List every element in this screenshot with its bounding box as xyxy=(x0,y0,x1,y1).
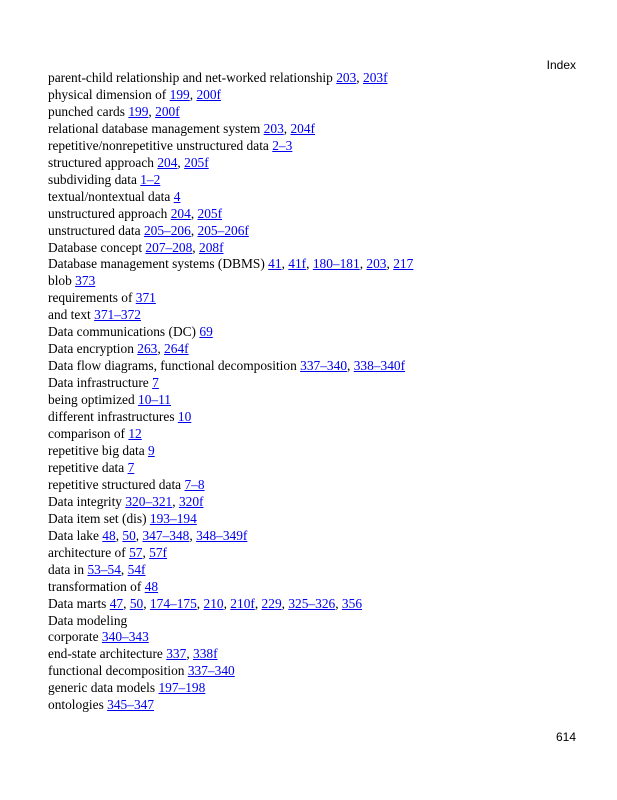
index-entry: Data marts 47, 50, 174–175, 210, 210f, 229, 325–326, 356 xyxy=(48,595,363,611)
page-reference-link[interactable]: 264f xyxy=(164,341,189,357)
page-reference-link[interactable]: 205–206 xyxy=(143,222,191,238)
index-term: being optimized xyxy=(48,392,135,408)
index-entry xyxy=(48,392,588,409)
index-term: end-state architecture xyxy=(48,646,163,662)
page-reference-link[interactable]: 217 xyxy=(393,256,414,272)
page-reference-link[interactable]: 204 xyxy=(170,205,191,221)
index-term: comparison of xyxy=(48,426,125,442)
page-reference-link[interactable]: 348–349f xyxy=(196,527,248,543)
page-reference-link[interactable]: 337–340 xyxy=(300,358,348,374)
page-reference-link[interactable]: 41 xyxy=(268,256,282,272)
index-entry xyxy=(48,680,588,697)
index-entry: relational database management system 203, 204f xyxy=(48,120,316,136)
page-reference-link[interactable]: 7–8 xyxy=(184,476,205,492)
index-entry xyxy=(48,409,588,426)
index-term: architecture of xyxy=(48,544,126,560)
page-reference-link[interactable]: 371–372 xyxy=(94,307,141,323)
index-term: corporate xyxy=(48,629,99,645)
index-term: transformation of xyxy=(48,578,142,594)
page-reference-link[interactable]: 2–3 xyxy=(272,137,293,153)
index-term: repetitive big data xyxy=(48,442,145,458)
index-term: physical dimension of xyxy=(48,86,167,102)
page-reference-link[interactable]: 207–208 xyxy=(145,239,193,255)
index-entry xyxy=(48,307,588,324)
page-reference-link[interactable]: 208f xyxy=(199,239,224,255)
index-term: parent-child relationship and net-worked relationship xyxy=(48,70,333,85)
index-entry xyxy=(48,629,588,646)
page-number: 614 xyxy=(555,730,576,744)
index-entries xyxy=(48,70,588,714)
index-term: subdividing data xyxy=(48,171,137,187)
index-term: repetitive structured data xyxy=(48,476,182,492)
page-reference-link[interactable]: 205–206f xyxy=(197,222,249,238)
page-reference-link[interactable]: 199 xyxy=(128,103,149,119)
index-entry xyxy=(48,697,588,714)
page-reference-link[interactable]: 10 xyxy=(177,409,192,425)
index-entry xyxy=(48,138,588,155)
index-entry xyxy=(48,172,588,189)
page-reference-link[interactable]: 210 xyxy=(203,595,224,611)
page-reference-link[interactable]: 7 xyxy=(152,375,159,391)
index-entry xyxy=(48,460,588,477)
page-reference-link[interactable]: 57 xyxy=(129,544,143,560)
page-reference-link[interactable]: 197–198 xyxy=(158,680,206,696)
index-entry: end-state architecture 337, 338f xyxy=(48,646,218,662)
page-reference-link[interactable]: 345–347 xyxy=(107,697,155,713)
index-entry xyxy=(48,375,588,392)
page-reference-link[interactable]: 338f xyxy=(193,646,218,662)
page-reference-link[interactable]: 48 xyxy=(102,527,116,543)
page-reference-link[interactable]: 174–175 xyxy=(149,595,197,611)
index-term: and text xyxy=(48,307,91,323)
index-term: requirements of xyxy=(48,290,133,306)
page-reference-link[interactable]: 325–326 xyxy=(288,595,336,611)
index-entry: physical dimension of 199, 200f xyxy=(48,86,221,102)
index-term: structured approach xyxy=(48,154,154,170)
index-term: unstructured approach xyxy=(48,205,168,221)
index-term: punched cards xyxy=(48,103,125,119)
index-term: Data encryption xyxy=(48,341,134,357)
index-term: ontologies xyxy=(48,697,104,713)
page-reference-link[interactable]: 203f xyxy=(363,70,388,85)
page-reference-link[interactable]: 204f xyxy=(290,120,316,136)
index-entry xyxy=(48,613,588,630)
index-term: Data integrity xyxy=(48,493,122,509)
index-entry: architecture of 57, 57f xyxy=(48,544,168,560)
index-term: generic data models xyxy=(48,680,156,696)
index-term: functional decomposition xyxy=(48,663,185,679)
page-reference-link[interactable]: 53–54 xyxy=(87,561,121,577)
index-term: different infrastructures xyxy=(48,409,175,425)
index-entry xyxy=(48,579,588,596)
index-entry xyxy=(48,324,588,341)
page-reference-link[interactable]: 200f xyxy=(155,103,180,119)
index-term: Data communications (DC) xyxy=(48,324,197,340)
index-entry xyxy=(48,511,588,528)
index-entry: parent-child relationship and net-worked relationship 203, 203f xyxy=(48,70,388,85)
index-term: Data item set (dis) xyxy=(48,510,147,526)
page-reference-link[interactable]: 41f xyxy=(288,256,307,272)
page-reference-link[interactable]: 203 xyxy=(336,70,357,85)
index-term: data in xyxy=(48,561,85,577)
page-reference-link[interactable]: 371 xyxy=(135,290,156,306)
page-reference-link[interactable]: 337 xyxy=(166,646,187,662)
index-term: Data infrastructure xyxy=(48,375,149,391)
page-reference-link[interactable]: 12 xyxy=(128,426,142,442)
page-reference-link[interactable]: 320–321 xyxy=(125,493,173,509)
index-term: Database management systems (DBMS) xyxy=(48,256,265,272)
page-reference-link[interactable]: 373 xyxy=(75,273,96,289)
index-term: Data lake xyxy=(48,527,99,543)
page-reference-link[interactable]: 50 xyxy=(122,527,136,543)
index-entry xyxy=(48,273,588,290)
index-entry: data in 53–54, 54f xyxy=(48,561,146,577)
page-reference-link[interactable]: 210f xyxy=(230,595,255,611)
index-entry: Data integrity 320–321, 320f xyxy=(48,493,204,509)
page-reference-link[interactable]: 203 xyxy=(263,120,284,136)
page-reference-link[interactable]: 9 xyxy=(148,442,155,458)
index-term: textual/nontextual data xyxy=(48,188,171,204)
page-reference-link[interactable]: 338–340f xyxy=(353,358,406,374)
index-entry: unstructured data 205–206, 205–206f xyxy=(48,222,249,238)
index-entry xyxy=(48,477,588,494)
index-entry: unstructured approach 204, 205f xyxy=(48,205,223,221)
index-entry xyxy=(48,663,588,680)
page-reference-link[interactable]: 320f xyxy=(178,493,204,509)
page-reference-link[interactable]: 50 xyxy=(129,595,144,611)
page-reference-link[interactable]: 54f xyxy=(127,561,146,577)
page-reference-link[interactable]: 205f xyxy=(197,205,223,221)
page-reference-link[interactable]: 1–2 xyxy=(140,171,161,187)
page-reference-link[interactable]: 10–11 xyxy=(138,392,171,408)
page-reference-link[interactable]: 47 xyxy=(109,595,124,611)
page-reference-link[interactable]: 340–343 xyxy=(101,629,149,645)
page-reference-link[interactable]: 4 xyxy=(173,188,181,204)
page-reference-link[interactable]: 263 xyxy=(137,341,158,357)
page-reference-link[interactable]: 205f xyxy=(184,154,209,170)
index-term: Data modeling xyxy=(48,612,128,628)
page-reference-link[interactable]: 337–340 xyxy=(187,663,235,679)
index-term: relational database management system xyxy=(48,120,261,136)
index-entry xyxy=(48,443,588,460)
index-entry: punched cards 199, 200f xyxy=(48,103,180,119)
index-entry: Data encryption 263, 264f xyxy=(48,341,189,357)
page-reference-link[interactable]: 347–348 xyxy=(142,527,190,543)
page-reference-link[interactable]: 69 xyxy=(199,324,213,340)
page-reference-link[interactable]: 203 xyxy=(366,256,387,272)
index-entry: Data lake 48, 50, 347–348, 348–349f xyxy=(48,527,248,543)
index-term: Data marts xyxy=(48,595,107,611)
page-reference-link[interactable]: 7 xyxy=(127,459,135,475)
page-reference-link[interactable]: 48 xyxy=(144,578,159,594)
running-header: Index xyxy=(546,58,576,72)
page-reference-link[interactable]: 356 xyxy=(341,595,363,611)
index-entry: structured approach 204, 205f xyxy=(48,154,209,170)
index-term: Database concept xyxy=(48,239,143,255)
page-reference-link[interactable]: 200f xyxy=(196,86,221,102)
index-entry: Data flow diagrams, functional decomposition 337–340, 338–340f xyxy=(48,358,406,374)
index-entry xyxy=(48,189,588,206)
index-term: repetitive data xyxy=(48,459,125,475)
page-reference-link[interactable]: 193–194 xyxy=(149,510,197,526)
index-entry: Database management systems (DBMS) 41, 41f, 180–181, 203, 217 xyxy=(48,256,414,272)
index-entry xyxy=(48,426,588,443)
page-reference-link[interactable]: 229 xyxy=(261,595,282,611)
index-term: unstructured data xyxy=(48,222,141,238)
index-term: Data flow diagrams, functional decomposition xyxy=(48,358,297,374)
page-reference-link[interactable]: 180–181 xyxy=(312,256,360,272)
page-reference-link[interactable]: 204 xyxy=(157,154,178,170)
index-term: blob xyxy=(48,273,72,289)
page-reference-link[interactable]: 199 xyxy=(169,86,190,102)
index-entry: Database concept 207–208, 208f xyxy=(48,239,224,255)
page-reference-link[interactable]: 57f xyxy=(149,544,168,560)
index-entry xyxy=(48,290,588,307)
index-term: repetitive/nonrepetitive unstructured data xyxy=(48,137,269,153)
